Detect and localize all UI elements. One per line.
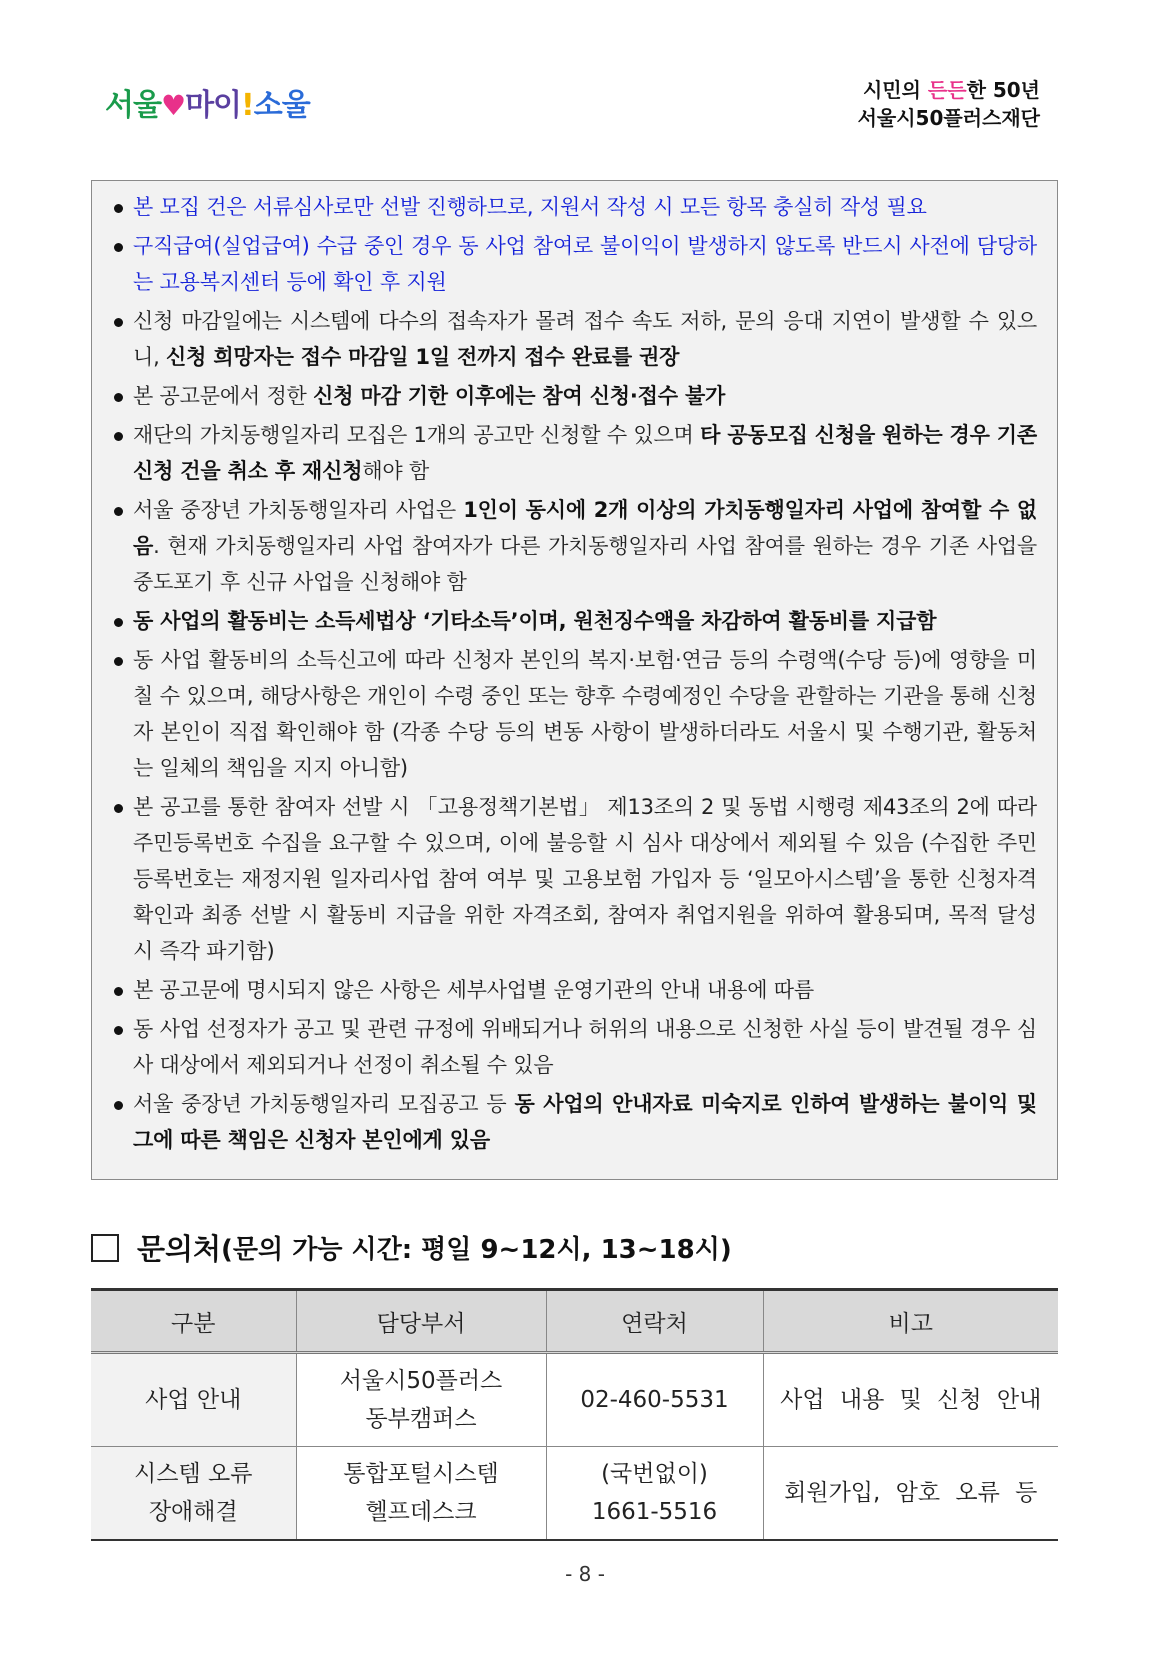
notice-item: 서울 중장년 가치동행일자리 모집공고 등 동 사업의 안내자료 미숙지로 인하여 발생하는 불이익 및 그에 따른 책임은 신청자 본인에게 있음 <box>114 1086 1037 1158</box>
logo-text-my: 마이 <box>185 88 242 123</box>
notice-item: 서울 중장년 가치동행일자리 사업은 1인이 동시에 2개 이상의 가치동행일자리 사업에 참여할 수 없음. 현재 가치동행일자리 사업 참여자가 다른 가치동행일자리 사업 참여를 원하는 경우 기존 사업을 중도포기 후 신규 사업을 신청해야 함 <box>114 492 1037 600</box>
row-category: 사업 안내 <box>91 1353 296 1447</box>
column-header: 비고 <box>763 1290 1058 1353</box>
section-title-text: 문의처 <box>137 1232 222 1266</box>
notice-item: 동 사업 선정자가 공고 및 관련 규정에 위배되거나 허위의 내용으로 신청한 사실 등이 발견될 경우 심사 대상에서 제외되거나 선정이 취소될 수 있음 <box>114 1011 1037 1083</box>
notice-item: 동 사업 활동비의 소득신고에 따라 신청자 본인의 복지·보험·연금 등의 수령액(수당 등)에 영향을 미칠 수 있으며, 해당사항은 개인이 수령 중인 또는 향후 수령예정인 수당을 관할하는 기관을 통해 신청자 본인이 직접 확인해야 함 (각종 수당 등의 변동 사항이 발생하더라도 서울시 및 수행기관, 활동처는 일체의 책임을 지지 아니함) <box>114 642 1037 786</box>
org-title: 서울시50플러스재단 <box>857 106 1040 130</box>
page-header <box>0 0 1170 150</box>
notice-item: 재단의 가치동행일자리 모집은 1개의 공고만 신청할 수 있으며 타 공동모집 신청을 원하는 경우 기존 신청 건을 취소 후 재신청해야 함 <box>114 417 1037 489</box>
table-header <box>91 1290 1058 1353</box>
row-note: 사업 내용 및 신청 안내 <box>763 1353 1058 1447</box>
exclamation-icon: ! <box>241 88 254 123</box>
column-header: 구분 <box>91 1290 296 1353</box>
row-note: 회원가입, 암호 오류 등 <box>763 1447 1058 1541</box>
notice-item: 구직급여(실업급여) 수급 중인 경우 동 사업 참여로 불이익이 발생하지 않도록 반드시 사전에 담당하는 고용복지센터 등에 확인 후 지원 <box>114 228 1037 300</box>
notice-item: 본 모집 건은 서류심사로만 선발 진행하므로, 지원서 작성 시 모든 항목 충실히 작성 필요 <box>114 189 1037 225</box>
notice-list <box>114 189 1037 1158</box>
notice-item: 본 공고문에서 정한 신청 마감 기한 이후에는 참여 신청·접수 불가 <box>114 378 1037 414</box>
column-header: 연락처 <box>546 1290 763 1353</box>
page-number: - 8 - <box>565 1562 605 1586</box>
checkbox-icon <box>91 1234 119 1262</box>
heart-icon: ♥ <box>160 89 186 122</box>
notice-item: 동 사업의 활동비는 소득세법상 ‘기타소득’이며, 원천징수액을 차감하여 활동비를 지급함 <box>114 603 1037 639</box>
notice-item: 본 공고문에 명시되지 않은 사항은 세부사업별 운영기관의 안내 내용에 따름 <box>114 972 1037 1008</box>
organization-name <box>858 76 1040 132</box>
logo-text-soul: 소울 <box>253 88 310 123</box>
row-dept: 서울시50플러스 동부캠퍼스 <box>296 1353 546 1447</box>
section-subtitle: (문의 가능 시간: 평일 9~12시, 13~18시) <box>221 1235 732 1265</box>
notice-box <box>91 180 1058 1180</box>
table-row <box>91 1447 1058 1541</box>
row-contact: 02-460-5531 <box>546 1353 763 1447</box>
table-row <box>91 1353 1058 1447</box>
column-header: 담당부서 <box>296 1290 546 1353</box>
row-contact: (국번없이) 1661-5516 <box>546 1447 763 1541</box>
notice-item: 신청 마감일에는 시스템에 다수의 접속자가 몰려 접수 속도 저하, 문의 응대 지연이 발생할 수 있으니, 신청 희망자는 접수 마감일 1일 전까지 접수 완료를 권장 <box>114 303 1037 375</box>
logo-text-seoul: 서울 <box>105 88 161 123</box>
row-dept: 통합포털시스템 헬프데스크 <box>296 1447 546 1541</box>
row-category: 시스템 오류 장애해결 <box>91 1447 296 1541</box>
contact-section-title <box>91 1227 732 1268</box>
contact-table <box>91 1288 1058 1541</box>
org-slogan: 시민의 든든한 50년 <box>862 78 1040 102</box>
seoul-my-soul-logo <box>105 80 310 124</box>
notice-item: 본 공고를 통한 참여자 선발 시 「고용정책기본법」 제13조의 2 및 동법 시행령 제43조의 2에 따라 주민등록번호 수집을 요구할 수 있으며, 이에 불응할 시 심사 대상에서 제외될 수 있음 (수집한 주민등록번호는 재정지원 일자리사업 참여 여부 및 고용보험 가입자 등 ‘일모아시스템’을 통한 신청자격 확인과 최종 선발 시 활동비 지급을 위한 자격조회, 참여자 취업지원을 위하여 활용되며, 목적 달성 시 즉각 파기함) <box>114 789 1037 969</box>
